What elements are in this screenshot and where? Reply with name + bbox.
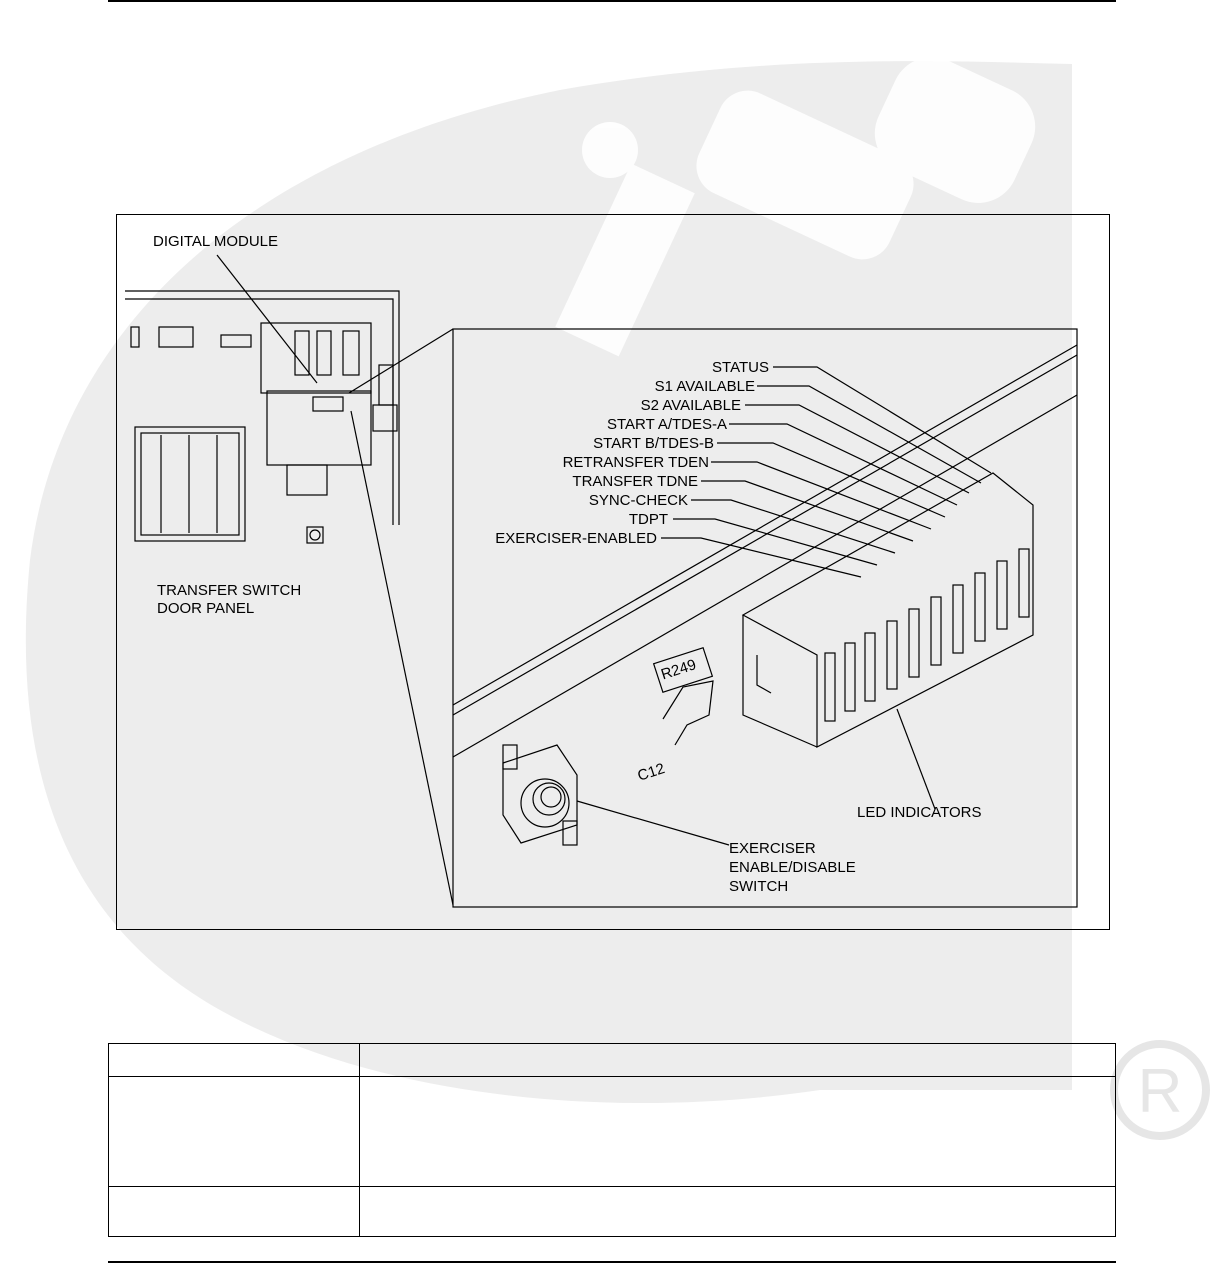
switch-label-line1: EXERCISER [729,840,816,857]
relay-block [135,427,245,541]
table-header-row [109,1044,1116,1077]
reference-table [108,1043,1116,1237]
figure-drawing [117,215,1111,931]
led-label: EXERCISER-ENABLED [495,530,657,547]
c12-marking: C12 [635,760,667,785]
table-cell [360,1187,1116,1237]
door-panel-label-line2: DOOR PANEL [157,600,255,617]
table-cell [109,1077,360,1187]
led-housing [743,473,1033,747]
table-header-cell [109,1044,360,1077]
led-label: RETRANSFER TDEN [562,454,709,471]
led-label: START A/TDES-A [606,416,727,433]
digital-module-label: DIGITAL MODULE [153,233,279,250]
led-label: SYNC-CHECK [588,492,688,509]
svg-text:R: R [1137,1057,1183,1126]
led-windows [825,549,1029,721]
door-panel-edge [125,291,399,525]
table-row [109,1077,1116,1187]
table-header-cell [360,1044,1116,1077]
table-cell [360,1077,1116,1187]
switch-label-line2: ENABLE/DISABLE [729,859,856,876]
led-label: START B/TDES-B [593,435,714,452]
led-label: S1 AVAILABLE [654,378,755,395]
door-panel-label-line1: TRANSFER SWITCH [157,582,302,599]
detail-inset [453,329,1077,907]
led-indicators-label: LED INDICATORS [857,804,982,821]
led-label: STATUS [712,359,769,376]
led-label: TDPT [628,511,668,528]
led-label: TRANSFER TDNE [572,473,698,490]
figure-frame [116,214,1110,930]
led-label: S2 AVAILABLE [640,397,741,414]
table-row [109,1187,1116,1237]
table-cell [109,1187,360,1237]
r249-marking: R249 [658,656,699,684]
switch-label-line3: SWITCH [729,878,789,895]
exerciser-switch-body [503,745,577,843]
